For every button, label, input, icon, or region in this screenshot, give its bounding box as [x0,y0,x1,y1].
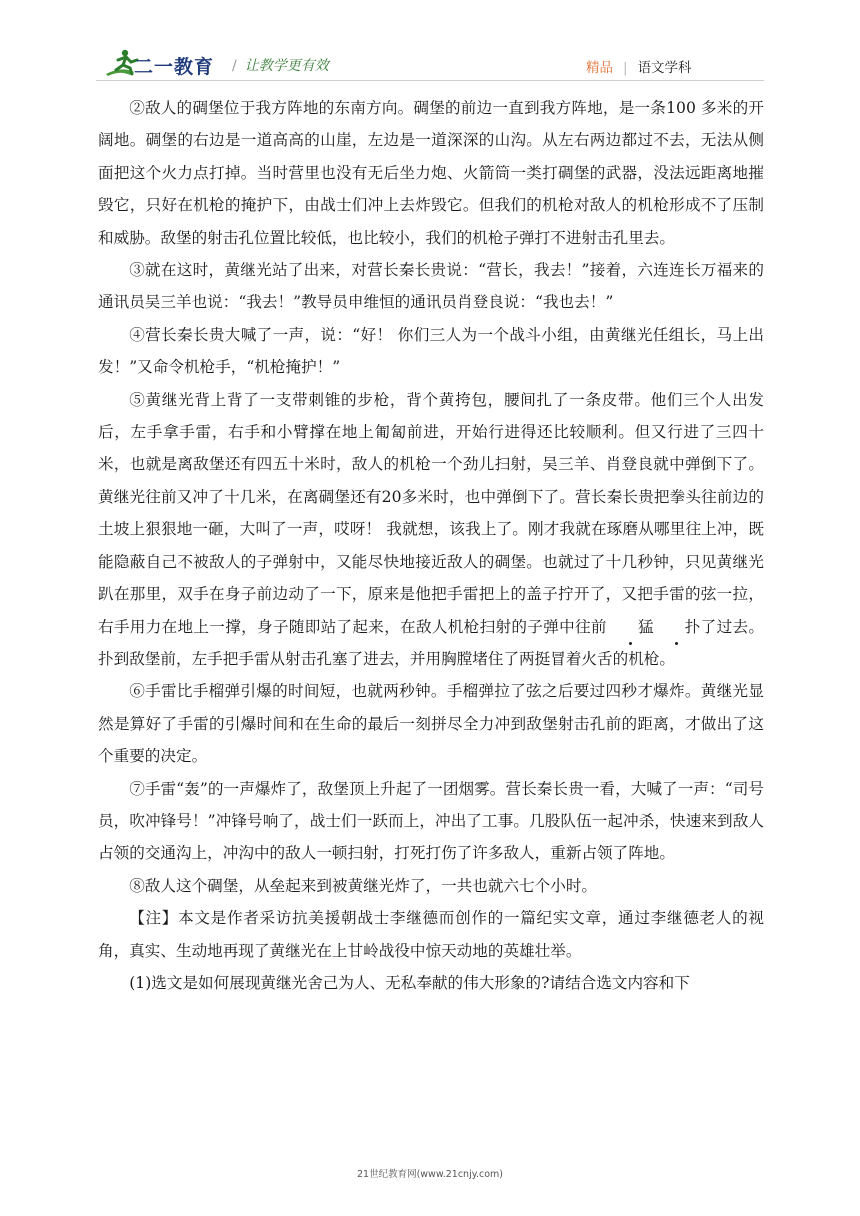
article-body [98,92,764,999]
page-header [0,0,860,84]
header-slogan: / 让教学更有效 [232,58,329,74]
paragraph-8: ⑧敌人这个碉堡，从垒起来到被黄继光炸了，一共也就六七个小时。 [129,876,598,895]
paragraph-6: ⑥手雷比手榴弹引爆的时间短，也就两秒钟。手榴弹拉了弦之后要过四秒才爆炸。黄继光显然是算好了手雷的引爆时间和在生命的最后一刻拼尽全力冲到敌堡射击孔前的距离，才做出了这个重要的决定。 [98,682,764,766]
paragraph-5-part-a: ⑤黄继光背上背了一支带刺锥的步枪，背个黄挎包，腰间扎了一条皮带。他们三个人出发后，左手拿手雷，右手和小臂撑在地上匍匐前进，开始行进得还比较顺利。但又行进了三四十米，也就是离敌堡还有四五十米时，敌人的机枪一个劲儿扫射，吴三羊、肖登良就中弹倒下了。黄继光往前又冲了十几米，在离碉堡还有20多米时，也中弹倒下了。营长秦长贵把拳头往前边的土坡上狠狠地一砸，大叫了一声，哎呀！ 我就想，该我上了。刚才我就在琢磨从哪里往上冲，既能隐蔽自己不被敌人的子弹射中，又能尽快地接近敌人的碉堡。也就过了十几秒钟，只见黄继光趴在那里，双手在身子前边动了一下，原来是他把手雷把上的盖子拧开了，又把手雷的弦一拉，右手用力在地上一撑，身子随即站了起来，在敌人机枪扫射的子弹中往前 [98,390,764,636]
paragraph-7: ⑦手雷“轰”的一声爆炸了，敌堡顶上升起了一团烟雾。营长秦长贵一看，大喊了一声：“司号员，吹冲锋号！”冲锋号响了，战士们一跃而上，冲出了工事。几股队伍一起冲杀，快速来到敌人占领的交通沟上，冲沟中的敌人一顿扫射，打死打伤了许多敌人，重新占领了阵地。 [98,779,764,863]
author-note: 【注】本文是作者采访抗美援朝战士李继德而创作的一篇纪实文章，通过李继德老人的视角，真实、生动地再现了黄继光在上甘岭战役中惊天动地的英雄壮举。 [98,909,764,960]
paragraph-5 [98,384,764,676]
paragraph-5-part-b: 了过去。扑到敌堡前，左手把手雷从射击孔塞了进去，并用胸膛堵住了两挺冒着火舌的机枪。 [98,617,764,668]
emphasis-char-1: 猛 [607,611,654,643]
emphasis-char-2: 扑 [654,611,701,643]
paragraph-2: ②敌人的碉堡位于我方阵地的东南方向。碉堡的前边一直到我方阵地，是一条100 多米的开阔地。碉堡的右边是一道高高的山崖，左边是一道深深的山沟。从左右两边都过不去，无法从侧面把这个火力点打掉。当时营里也没有无后坐力炮、火箭筒一类打碉堡的武器，没法远距离地摧毁它，只好在机枪的掩护下，由战士们冲上去炸毁它。但我们的机枪对敌人的机枪形成不了压制和威胁。敌堡的射击孔位置比较低，也比较小，我们的机枪子弹打不进射击孔里去。 [98,99,764,247]
header-divider [96,80,764,81]
header-right: 精品 | 语文学科 [586,60,692,76]
subject-label: 语文学科 [637,60,692,76]
paragraph-3: ③就在这时，黄继光站了出来，对营长秦长贵说：“营长，我去！”接着，六连连长万福来的通讯员吴三羊也说：“我去！”教导员申维恒的通讯员肖登良说：“我也去！” [98,261,764,312]
question-1: (1)选文是如何展现黄继光舍己为人、无私奉献的伟大形象的?请结合选文内容和下 [129,973,690,992]
logo-text: 二一教育 [134,56,215,78]
quality-label: 精品 [586,60,613,76]
slogan-text: 让教学更有效 [244,58,329,74]
paragraph-4: ④营长秦长贵大喊了一声，说：“好！ 你们三人为一个战斗小组，由黄继光任组长，马上出发！”又命令机枪手，“机枪掩护！” [98,325,764,377]
page-footer: 21世纪教育网(www.21cnjy.com) [356,1169,503,1180]
